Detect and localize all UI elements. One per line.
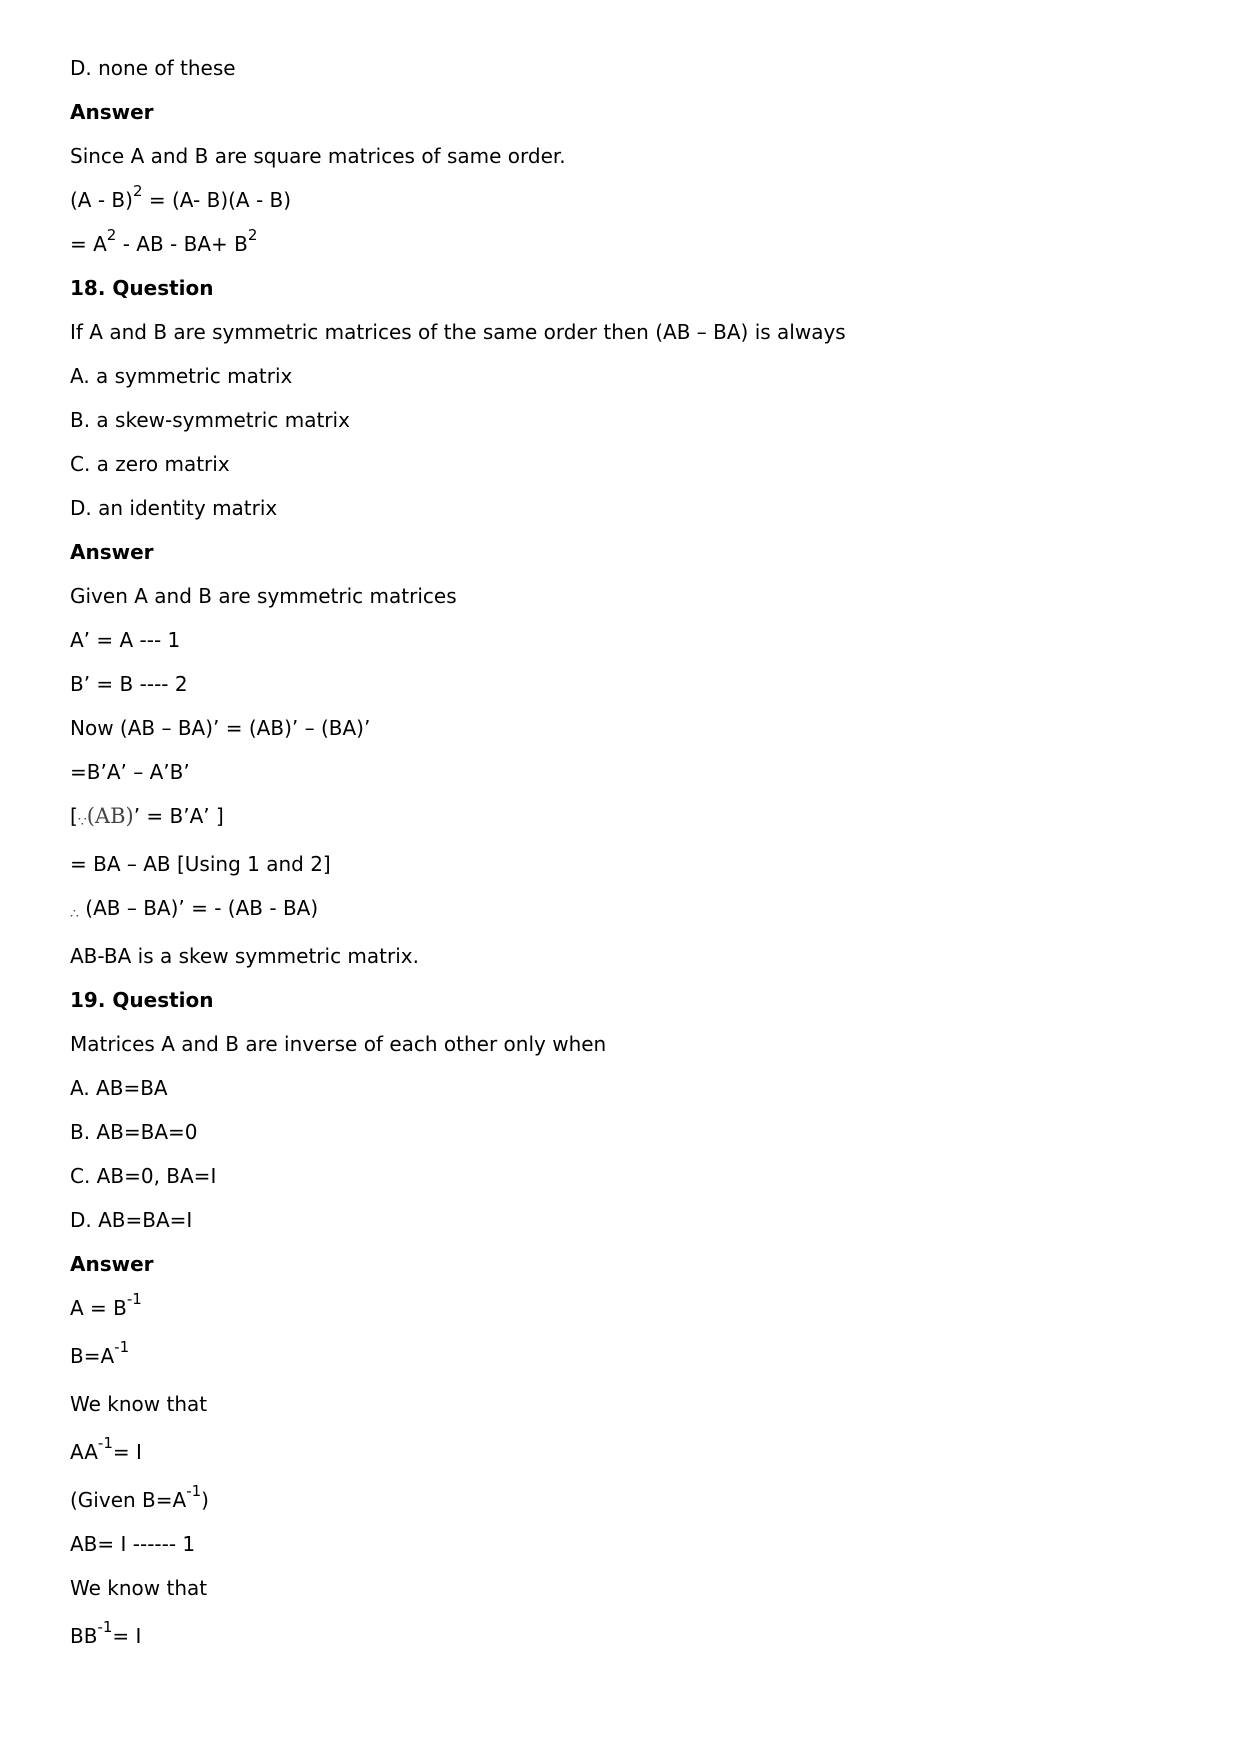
q18-answer-line-6 <box>70 804 1180 828</box>
exponent: -1 <box>97 1618 113 1637</box>
q18-answer-line-8 <box>70 896 1180 920</box>
q19-line1-part: A = B <box>70 1296 127 1320</box>
q17-line3-part: = A <box>70 232 107 256</box>
q19-option-b: B. AB=BA=0 <box>70 1120 198 1144</box>
q18-line8-rest: (AB – BA)’ = - (AB - BA) <box>78 896 319 920</box>
q17-line2-part: (A - B) <box>70 188 133 212</box>
q17-answer-heading: Answer <box>70 100 154 124</box>
q18-heading: 18. Question <box>70 276 214 300</box>
q19-option-a: A. AB=BA <box>70 1076 168 1100</box>
q19-option-c: C. AB=0, BA=I <box>70 1164 217 1188</box>
q19-answer-line-4 <box>70 1434 1180 1464</box>
q18-answer-line-9: AB-BA is a skew symmetric matrix. <box>70 944 419 968</box>
q17-answer-line-2 <box>70 182 1180 212</box>
document-page <box>70 56 1180 1668</box>
q17-option-d: D. none of these <box>70 56 236 80</box>
q18-answer-line-5: =B’A’ – A’B’ <box>70 760 190 784</box>
q19-answer-line-2 <box>70 1338 1180 1368</box>
q18-line6-rest: ’ = B’A’ ] <box>133 804 224 828</box>
exponent: 2 <box>247 226 258 245</box>
q18-answer-line-3: B’ = B ---- 2 <box>70 672 188 696</box>
q18-answer-line-7: = BA – AB [Using 1 and 2] <box>70 852 331 876</box>
q18-option-c: C. a zero matrix <box>70 452 230 476</box>
q19-answer-line-8 <box>70 1618 1180 1648</box>
ab-formula-image: (AB) <box>86 804 134 828</box>
q17-answer-line-1: Since A and B are square matrices of same order. <box>70 144 566 168</box>
q18-option-b: B. a skew-symmetric matrix <box>70 408 350 432</box>
q19-answer-line-6: AB= I ------ 1 <box>70 1532 196 1556</box>
q19-answer-line-3: We know that <box>70 1392 208 1416</box>
q19-answer-line-5 <box>70 1482 1180 1512</box>
q19-question: Matrices A and B are inverse of each other only when <box>70 1032 607 1056</box>
q18-answer-heading: Answer <box>70 540 154 564</box>
q19-answer-heading: Answer <box>70 1252 154 1276</box>
exponent: -1 <box>186 1482 202 1501</box>
q19-heading: 19. Question <box>70 988 214 1012</box>
therefore-symbol: ∴ <box>70 906 79 922</box>
q18-answer-line-1: Given A and B are symmetric matrices <box>70 584 457 608</box>
exponent: 2 <box>132 182 143 201</box>
exponent: -1 <box>114 1338 130 1357</box>
q18-option-a: A. a symmetric matrix <box>70 364 293 388</box>
q19-line2-part: B=A <box>70 1344 115 1368</box>
exponent: 2 <box>106 226 117 245</box>
q19-option-d: D. AB=BA=I <box>70 1208 193 1232</box>
q19-line8-part: = I <box>112 1624 142 1648</box>
q19-answer-line-1 <box>70 1290 1180 1320</box>
q19-answer-line-7: We know that <box>70 1576 208 1600</box>
q19-line4-part: AA <box>70 1440 98 1464</box>
exponent: -1 <box>126 1290 142 1309</box>
q19-line4-part: = I <box>112 1440 142 1464</box>
open-bracket: [ <box>70 804 78 828</box>
q17-line3-part: - AB - BA+ B <box>116 232 248 256</box>
q19-line5-part: (Given B=A <box>70 1488 187 1512</box>
because-symbol: ∵ <box>77 814 87 830</box>
q18-answer-line-4: Now (AB – BA)’ = (AB)’ – (BA)’ <box>70 716 371 740</box>
q19-line5-part: ) <box>201 1488 209 1512</box>
q18-option-d: D. an identity matrix <box>70 496 278 520</box>
q18-question: If A and B are symmetric matrices of the same order then (AB – BA) is always <box>70 320 846 344</box>
q17-answer-line-3 <box>70 226 1180 256</box>
q17-line2-part: = (A- B)(A - B) <box>142 188 292 212</box>
exponent: -1 <box>97 1434 113 1453</box>
q18-answer-line-2: A’ = A --- 1 <box>70 628 181 652</box>
q19-line8-part: BB <box>70 1624 98 1648</box>
